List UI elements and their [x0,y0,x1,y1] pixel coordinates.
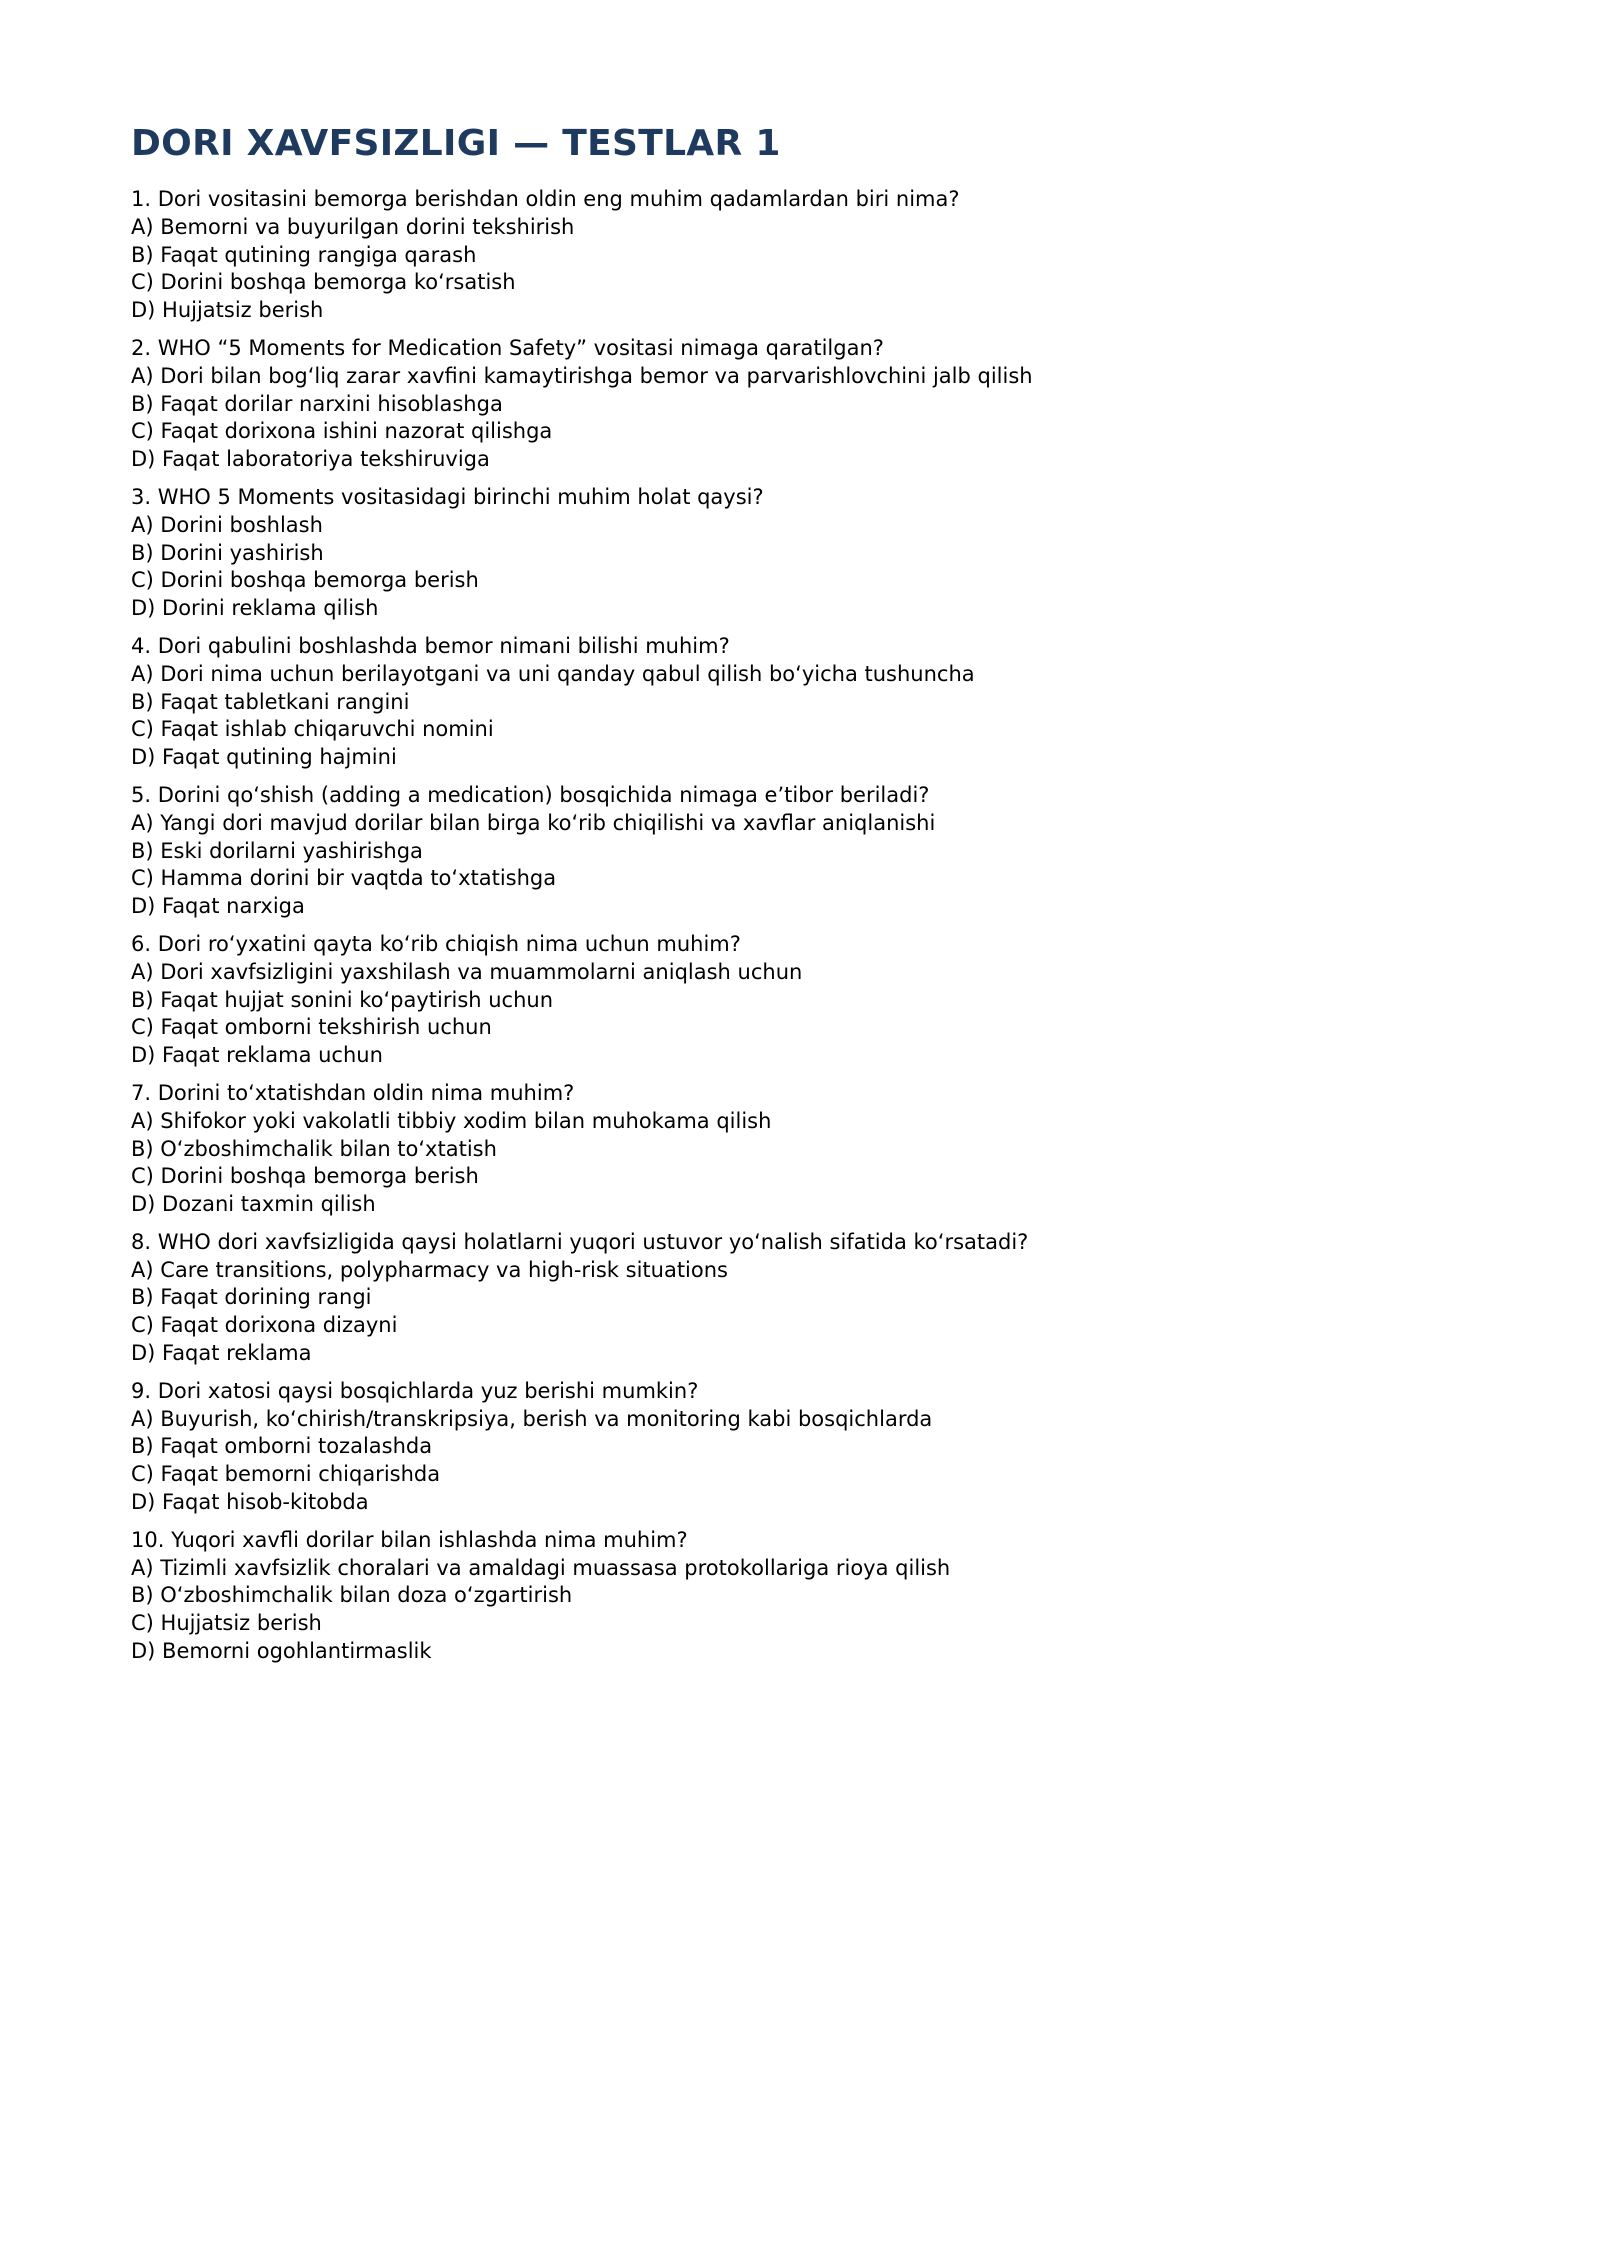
answer-option: B) Faqat qutining rangiga qarash [131,242,477,267]
answer-option: C) Faqat dorixona ishini nazorat qilishga [131,419,553,444]
answer-option: D) Faqat narxiga [131,894,305,919]
answer-option: A) Yangi dori mavjud dorilar bilan birga koʻrib chiqilishi va xavflar aniqlanishi [131,810,936,835]
answer-option: D) Dorini reklama qilish [131,596,379,621]
answer-option: A) Bemorni va buyurilgan dorini tekshirish [131,214,575,239]
answer-option: C) Hamma dorini bir vaqtda toʻxtatishga [131,866,557,891]
answer-option: B) Dorini yashirish [131,540,324,565]
answer-option: B) Faqat dorining rangi [131,1285,372,1310]
question-list [131,186,1471,1666]
answer-option: A) Care transitions, polypharmacy va high-risk situations [131,1257,728,1282]
answer-option: B) Faqat dorilar narxini hisoblashga [131,391,503,416]
document-title: DORI XAVFSIZLIGI — TESTLAR 1 [131,123,781,164]
question-block [131,335,1471,474]
answer-option: A) Dori xavfsizligini yaxshilash va muammolarni aniqlash uchun [131,959,803,984]
question-text: 3. WHO 5 Moments vositasidagi birinchi muhim holat qaysi? [131,484,764,509]
question-block [131,1378,1471,1517]
answer-option: B) Oʻzboshimchalik bilan toʻxtatish [131,1136,497,1161]
answer-option: C) Faqat ishlab chiqaruvchi nomini [131,717,494,742]
answer-option: A) Buyurish, koʻchirish/transkripsiya, berish va monitoring kabi bosqichlarda [131,1406,933,1431]
answer-option: C) Faqat dorixona dizayni [131,1313,398,1338]
answer-option: A) Dori bilan bogʻliq zarar xavfini kamaytirishga bemor va parvarishlovchini jalb qilish [131,363,1033,388]
question-text: 8. WHO dori xavfsizligida qaysi holatlarni yuqori ustuvor yoʻnalish sifatida koʻrsatadi? [131,1229,1029,1254]
answer-option: D) Dozani taxmin qilish [131,1192,376,1217]
answer-option: C) Dorini boshqa bemorga berish [131,568,479,593]
answer-option: C) Dorini boshqa bemorga koʻrsatish [131,270,516,295]
answer-option: C) Hujjatsiz berish [131,1611,322,1636]
answer-option: C) Faqat omborni tekshirish uchun [131,1015,492,1040]
question-block [131,484,1471,623]
answer-option: B) Faqat hujjat sonini koʻpaytirish uchun [131,987,554,1012]
answer-option: B) Eski dorilarni yashirishga [131,838,423,863]
question-block [131,782,1471,921]
question-text: 6. Dori roʻyxatini qayta koʻrib chiqish nima uchun muhim? [131,931,741,956]
answer-option: B) Faqat omborni tozalashda [131,1434,433,1459]
question-text: 2. WHO “5 Moments for Medication Safety” vositasi nimaga qaratilgan? [131,335,884,360]
answer-option: D) Faqat reklama uchun [131,1043,383,1068]
answer-option: D) Faqat hisob-kitobda [131,1490,369,1515]
answer-option: B) Oʻzboshimchalik bilan doza oʻzgartirish [131,1583,573,1608]
answer-option: B) Faqat tabletkani rangini [131,689,410,714]
question-block [131,931,1471,1070]
question-block [131,1080,1471,1219]
question-text: 5. Dorini qoʻshish (adding a medication) bosqichida nimaga eʼtibor beriladi? [131,782,930,807]
answer-option: D) Hujjatsiz berish [131,298,324,323]
document-body [131,120,1471,1676]
answer-option: A) Shifokor yoki vakolatli tibbiy xodim bilan muhokama qilish [131,1108,772,1133]
answer-option: A) Dorini boshlash [131,512,323,537]
question-text: 10. Yuqori xavfli dorilar bilan ishlashda nima muhim? [131,1527,688,1552]
question-block [131,633,1471,772]
question-text: 9. Dori xatosi qaysi bosqichlarda yuz berishi mumkin? [131,1378,699,1403]
answer-option: A) Tizimli xavfsizlik choralari va amaldagi muassasa protokollariga rioya qilish [131,1555,951,1580]
question-text: 4. Dori qabulini boshlashda bemor nimani bilishi muhim? [131,633,730,658]
answer-option: D) Bemorni ogohlantirmaslik [131,1639,432,1664]
answer-option: C) Dorini boshqa bemorga berish [131,1164,479,1189]
answer-option: D) Faqat reklama [131,1341,312,1366]
question-text: 1. Dori vositasini bemorga berishdan oldin eng muhim qadamlardan biri nima? [131,187,960,211]
answer-option: C) Faqat bemorni chiqarishda [131,1462,441,1487]
answer-option: D) Faqat qutining hajmini [131,745,397,770]
answer-option: D) Faqat laboratoriya tekshiruviga [131,447,490,472]
question-block [131,1527,1471,1666]
question-block [131,1229,1471,1368]
question-block [131,186,1471,325]
answer-option: A) Dori nima uchun berilayotgani va uni qanday qabul qilish boʻyicha tushuncha [131,661,975,686]
question-text: 7. Dorini toʻxtatishdan oldin nima muhim? [131,1080,575,1105]
